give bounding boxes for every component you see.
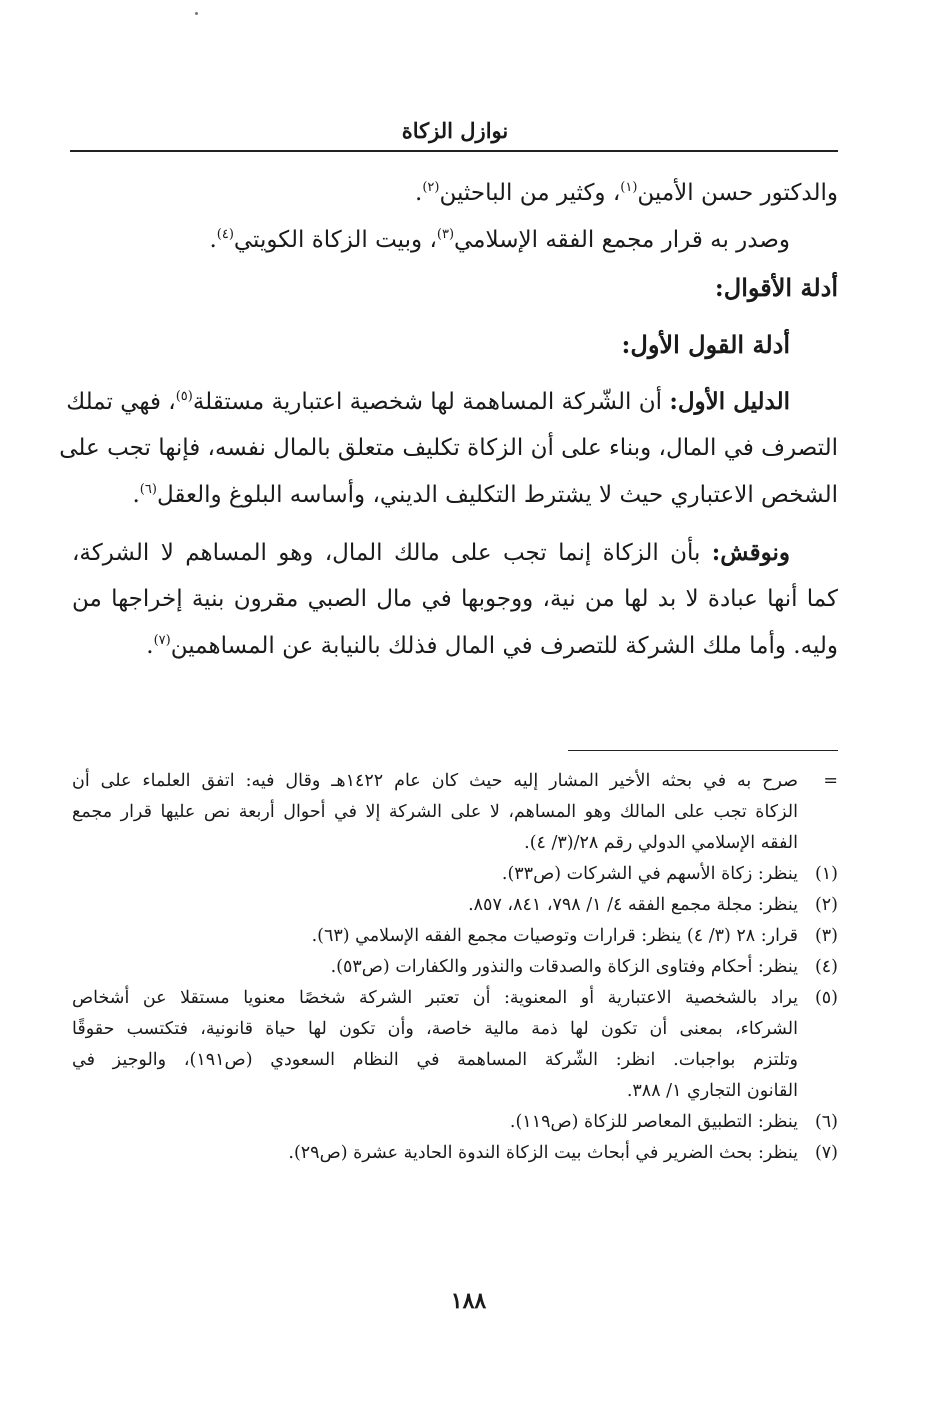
footnote-ref[interactable]: (٤) <box>216 227 234 242</box>
footnote-ref[interactable]: (٧) <box>153 633 171 648</box>
paragraph-line: كما أنها عبادة لا بد لها من نية، ووجوبها في مال الصبي مقرون بنية إخراجها من <box>72 586 838 612</box>
footnote-2: (٢) ينظر: مجلة مجمع الفقه ٤/ ١/ ٧٩٨، ٨٤١، ٨٥٧. <box>72 890 838 921</box>
footnote-ref[interactable]: (٢) <box>422 180 440 195</box>
footnote-1: (١) ينظر: زكاة الأسهم في الشركات (ص٣٣). <box>72 859 838 890</box>
footnote-7: (٧) ينظر: بحث الضرير في أبحاث بيت الزكاة الندوة الحادية عشرة (ص٢٩). <box>72 1138 838 1169</box>
footnotes <box>72 766 838 1169</box>
subsection-heading: أدلة القول الأول: <box>621 330 790 359</box>
footnote-continuation: = صرح به في بحثه الأخير المشار إليه حيث كان عام ١٤٢٢هـ وقال فيه: اتفق العلماء على أن الزكاة تجب على المالك وهو المساهم، لا على الشركة إلا في أحوال أربعة نص عليها قرار مجمع الفقه الإسلامي الدولي رقم ٢٨/(٣/ ٤). <box>72 766 838 859</box>
footnote-ref[interactable]: (١) <box>620 180 638 195</box>
footnote-4: (٤) ينظر: أحكام وفتاوى الزكاة والصدقات والنذور والكفارات (ص٥٣). <box>72 952 838 983</box>
footnote-number: (٣) <box>814 926 838 946</box>
running-header: نوازل الزكاة <box>401 118 509 143</box>
continuation-marker: = <box>823 771 838 791</box>
footnote-3: (٣) قرار: ٢٨ (٣/ ٤) ينظر: قرارات وتوصيات مجمع الفقه الإسلامي (٦٣). <box>72 921 838 952</box>
footnote-number: (٦) <box>814 1112 838 1132</box>
footnote-ref[interactable]: (٣) <box>436 227 455 242</box>
footnote-number: (٢) <box>814 895 838 915</box>
paragraph-lead: ونوقش: <box>711 539 790 566</box>
paragraph-lead: الدليل الأول: <box>669 388 790 415</box>
footnote-ref[interactable]: (٥) <box>175 389 193 404</box>
text-line: والدكتور حسن الأمين$^{(١)}$، وكثير من الباحثين$^{(٢)}$. <box>415 180 838 206</box>
main-text <box>59 170 838 670</box>
header-rule <box>70 150 838 152</box>
paragraph-line: الدليل الأول: أن الشّركة المساهمة لها شخصية اعتبارية مستقلة$^{(٥)}$، فهي تملك <box>66 388 790 415</box>
footnote-number: (٤) <box>814 957 838 977</box>
page-number: ١٨٨ <box>450 1288 487 1314</box>
footnote-5: (٥) يراد بالشخصية الاعتبارية أو المعنوية: أن تعتبر الشركة شخصًا معنويا مستقلا عن أشخاص الشركاء، بمعنى أن تكون لها ذمة مالية خاصة، وأن تكون لها حياة قانونية، فتكتسب حقوقًا وتلتزم بواجبات. انظر: الشّركة المساهمة في النظام السعودي (ص١٩١)، والوجيز في القانون التجاري ١/ ٣٨٨. <box>72 983 838 1107</box>
text-line: وصدر به قرار مجمع الفقه الإسلامي$^{(٣)}$، وبيت الزكاة الكويتي$^{(٤)}$. <box>209 227 790 253</box>
footnote-number: (٧) <box>814 1143 838 1163</box>
footnote-6: (٦) ينظر: التطبيق المعاصر للزكاة (ص١١٩). <box>72 1107 838 1138</box>
paragraph-line: وليه. وأما ملك الشركة للتصرف في المال فذلك بالنيابة عن المساهمين$^{(٧)}$. <box>146 633 838 659</box>
paragraph-line: التصرف في المال، وبناء على أن الزكاة تكليف متعلق بالمال نفسه، فإنها تجب على <box>59 435 838 461</box>
scan-speck <box>195 12 198 15</box>
footnote-number: (٥) <box>814 988 838 1008</box>
section-heading: أدلة الأقوال: <box>714 273 838 302</box>
paragraph-line: الشخص الاعتباري حيث لا يشترط التكليف الديني، وأساسه البلوغ والعقل$^{(٦)}$. <box>132 482 838 508</box>
footnote-number: (١) <box>814 864 838 884</box>
paragraph-line: ونوقش: بأن الزكاة إنما تجب على مالك المال، وهو المساهم لا الشركة، <box>72 539 790 566</box>
footnote-separator <box>568 750 838 751</box>
footnote-ref[interactable]: (٦) <box>139 482 157 497</box>
